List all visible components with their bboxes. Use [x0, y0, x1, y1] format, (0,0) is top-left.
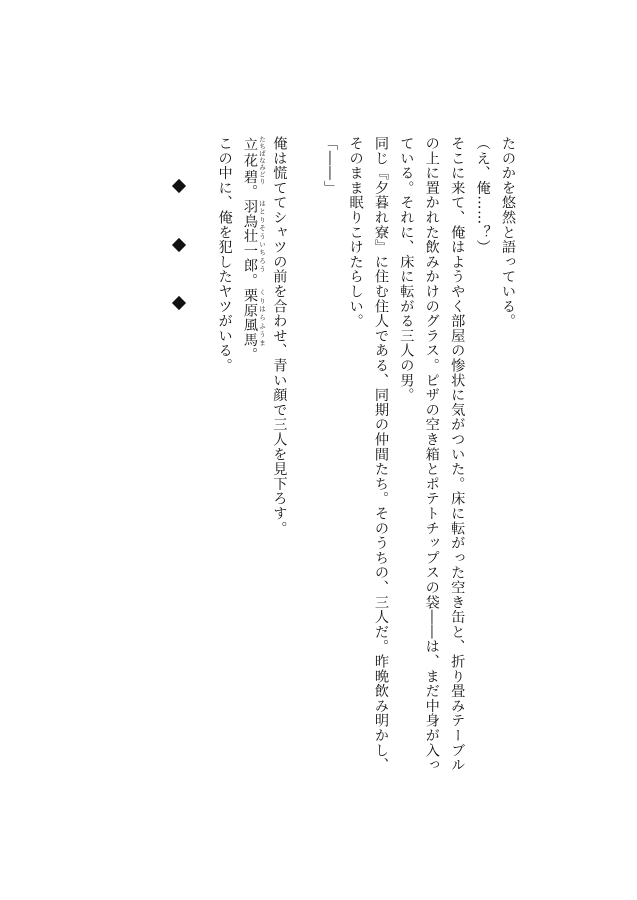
diamond-icon: [172, 238, 186, 252]
paragraph-4: 同じ『夕暮れ寮』に住む住人である、同期の仲間たち。そのうちの、三人だ。昨晩飲み明かし、そのまま眠りこけたらしい。: [347, 136, 389, 773]
paragraph-5: 「――」: [322, 136, 339, 196]
final-line: この中に、俺を犯したヤツがいる。: [216, 136, 233, 373]
paragraph-1: たのかを悠然と語っている。: [500, 136, 516, 329]
paragraph-2: （え、俺……？）: [474, 136, 491, 255]
name-tachibana: 立花碧 たちばなみどり: [241, 136, 266, 185]
name-hatori: 羽鳥壮一郎 はとりそういちろう: [241, 199, 266, 274]
vertical-text-body: [211, 136, 520, 776]
paragraph-3: そこに来て、俺はようやく部屋の惨状に気がついた。床に転がった空き缶と、折り畳みテーブルの上に置かれた飲みかけのグラス。ピザの空き箱とポテトチップスの袋――は、まだ中身が入っている。それに、床に転がる三人の男。: [398, 136, 466, 773]
blank-line: [291, 136, 316, 776]
names-line: 立花碧 たちばなみどり。羽鳥壮一郎 はとりそういちろう。栗原風馬 くりはらふうま。: [241, 136, 266, 362]
diamond-icon: [172, 296, 186, 310]
name-kurihara: 栗原風馬 くりはらふうま: [241, 287, 266, 348]
diamond-icon: [172, 179, 186, 193]
paragraph-6: 俺は慌ててシャツの前を合わせ、青い顔で三人を見下ろす。: [271, 136, 288, 536]
